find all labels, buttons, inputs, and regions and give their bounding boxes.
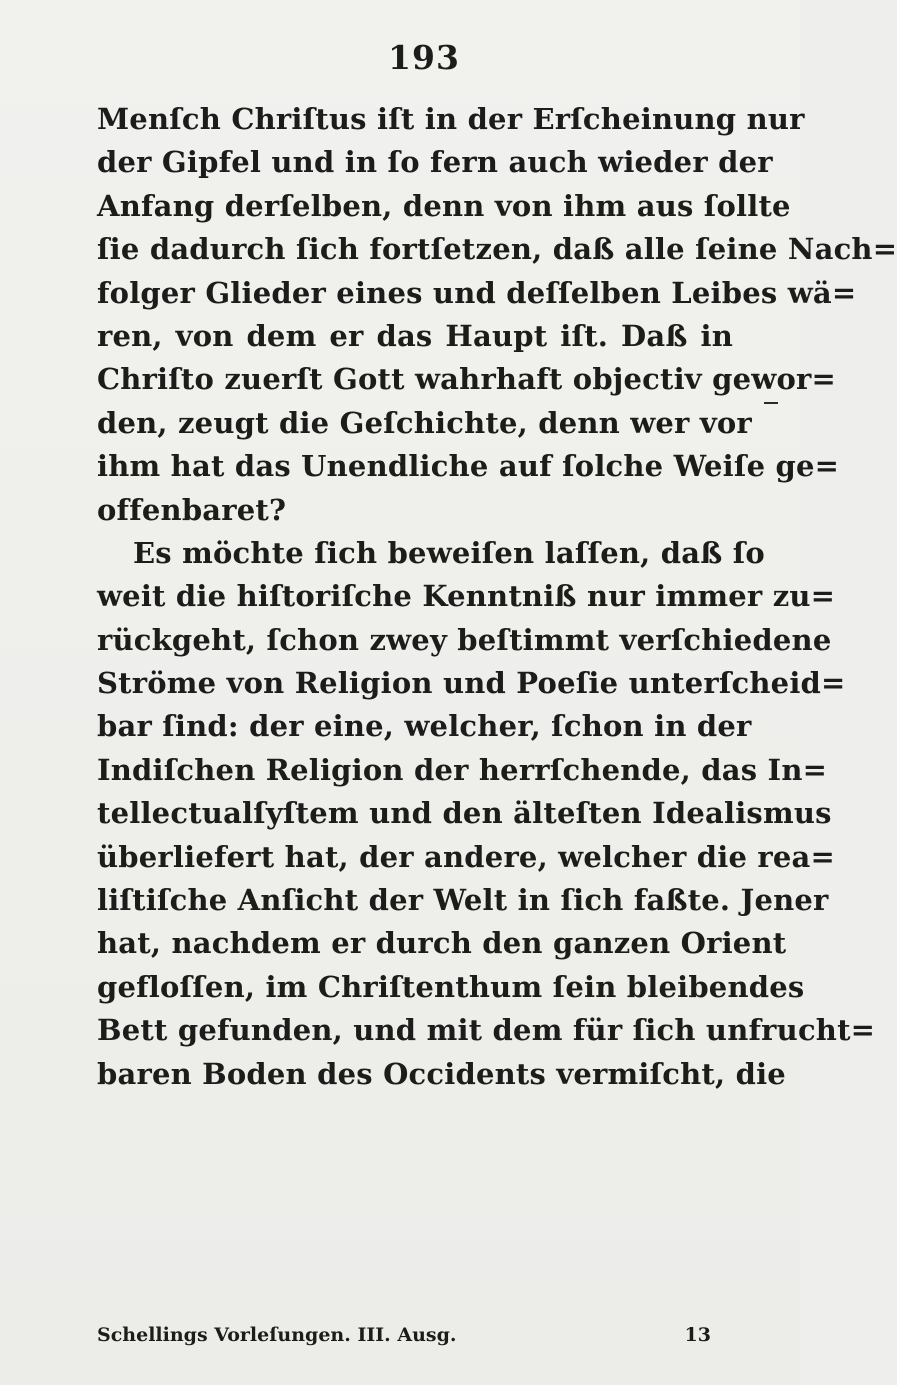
- text-line: weit die hiſtoriſche Kenntniß nur immer zu=: [97, 579, 836, 614]
- text-line: ſie dadurch ſich fortſetzen, daß alle ſeine Nach=: [97, 232, 897, 267]
- text-line: Anfang derſelben, denn von ihm aus ſollte: [97, 188, 791, 223]
- page-footer: [97, 1320, 733, 1350]
- text-line: Bett gefunden, und mit dem für ſich unfrucht=: [97, 1013, 876, 1048]
- text-line: tellectualſyſtem und den älteſten Idealismus: [97, 796, 832, 831]
- text-line: Menſch Chriſtus iſt in der Erſcheinung nur: [97, 102, 805, 136]
- text-line: baren Boden des Occidents vermiſcht, die: [97, 1056, 786, 1091]
- text-line: bar ſind: der eine, welcher, ſchon in der: [97, 709, 752, 744]
- text-line: folger Glieder eines und deſſelben Leibes wä=: [97, 275, 857, 310]
- text-line: Chriſto zuerſt Gott wahrhaft objectiv gewor=: [97, 362, 836, 397]
- text-line: ren, von dem er das Haupt iſt. Daß in: [97, 318, 733, 353]
- signature-line: Schellings Vorleſungen. III. Ausg.: [97, 1324, 457, 1346]
- text-line: Indiſchen Religion der herrſchende, das In=: [97, 752, 828, 787]
- text-line: rückgeht, ſchon zwey beſtimmt verſchiedene: [97, 622, 832, 657]
- text-line: hat, nachdem er durch den ganzen Orient: [97, 926, 787, 961]
- body-text: [97, 98, 897, 1096]
- text-line: der Gipfel und in ſo fern auch wieder der: [97, 145, 773, 180]
- text-line: ihm hat das Unendliche auf ſolche Weiſe ge=: [97, 449, 840, 484]
- page-number: 193: [388, 38, 460, 77]
- text-line: überliefert hat, der andere, welcher die rea=: [97, 839, 836, 874]
- text-line: Es möchte ſich beweiſen laſſen, daß ſo: [133, 535, 765, 570]
- text-line: Ströme von Religion und Poeſie unterſcheid=: [97, 666, 846, 701]
- signature-mark: 13: [684, 1324, 711, 1346]
- text-line: den, zeugt die Geſchichte, denn wer vor: [97, 405, 752, 440]
- text-line: gefloſſen, im Chriſtenthum ſein bleibendes: [97, 969, 805, 1004]
- text-line: offenbaret?: [97, 492, 287, 527]
- margin-mark: [764, 402, 778, 404]
- text-line: liſtiſche Anſicht der Welt in ſich faßte. Jener: [97, 883, 829, 918]
